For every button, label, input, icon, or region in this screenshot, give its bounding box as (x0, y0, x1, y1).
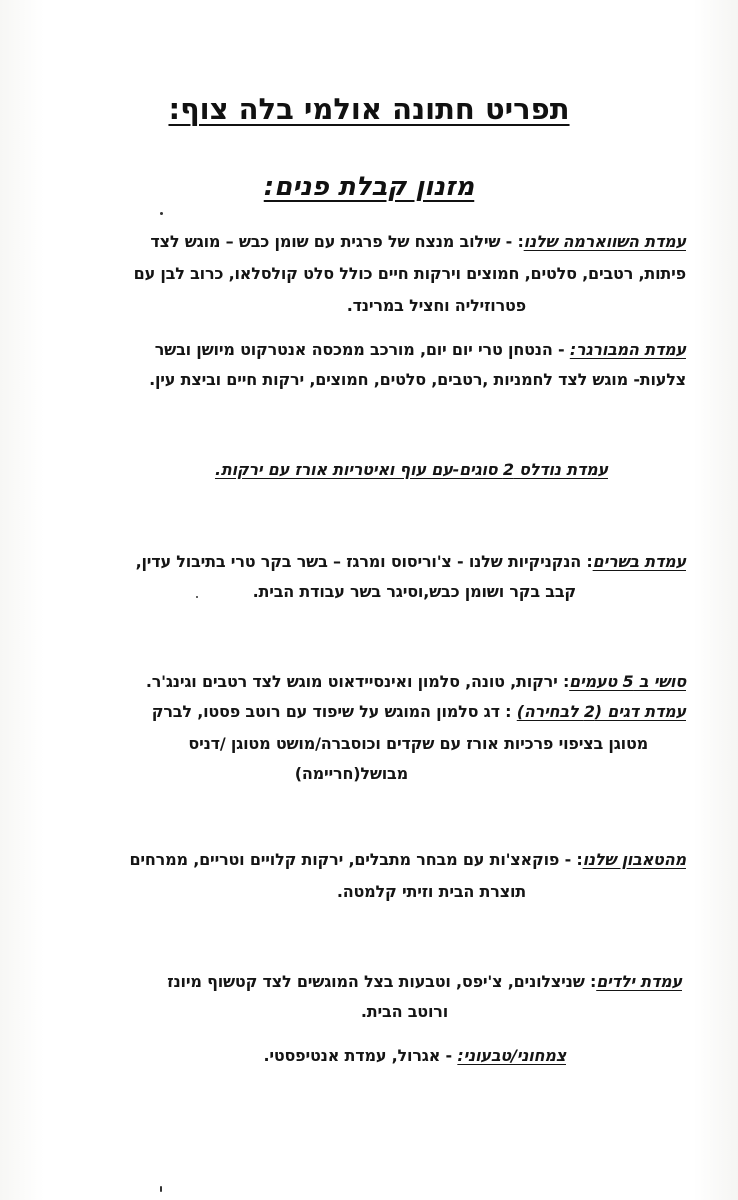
sushi-text-1: : ירקות, טונה, סלמון ואינסיידאוט מוגש לצד רטבים וגינג'ר. (145, 672, 570, 691)
fish-line-2: מטוגן בציפוי פרכיות אורז עם שקדים וכוסברה/מושט מטוגן /דניס (188, 734, 648, 753)
vegan-line (263, 1046, 566, 1065)
burger-text-1: - הנטחן טרי יום יום, מורכב ממכסה אנטרקוט מיושן ובשר (154, 340, 570, 359)
scan-speck (160, 1186, 162, 1192)
noodles-line (215, 460, 608, 479)
meats-line-1 (136, 552, 686, 571)
menu-title: תפריט חתונה אולמי בלה צוף: (168, 92, 570, 126)
burger-line-2: צלעות- מוגש לצד לחמניות ,רטבים, סלטים, חמוצים, ירקות חיים וביצת עין. (149, 370, 686, 389)
sushi-line (146, 672, 686, 691)
noodles-label: עמדת נודלס 2 סוגים-עם עוף ואיטריות אורז עם ירקות. (214, 460, 608, 479)
meats-label: עמדת בשרים (592, 552, 686, 571)
fish-text-1: : דג סלמון המוגש על שיפוד עם רוטב פסטו, לברק (151, 702, 517, 721)
vegan-label: צמחוני/טבעוני: (457, 1046, 566, 1065)
tabun-line-2: תוצרת הבית וזיתי קלמטה. (336, 882, 526, 901)
shawarma-label: עמדת השווארמה שלנו (523, 232, 686, 251)
scan-speck (196, 596, 198, 598)
burger-line-1 (155, 340, 686, 359)
kids-line-1 (167, 972, 682, 991)
shawarma-line-2: פיתות, רטבים, סלטים, חמוצים וירקות חיים כולל סלט קולסלאו, כרוב לבן עם (133, 264, 686, 283)
sushi-label: סושי ב 5 טעמים (569, 672, 686, 691)
kids-label: עמדת ילדים (596, 972, 682, 991)
fish-line-1 (152, 702, 686, 721)
shawarma-line-1 (150, 232, 686, 251)
reception-buffet-heading: מזנון קבלת פנים: (263, 172, 475, 202)
vegan-text-1: - אגרול, עמדת אנטיפסטי. (263, 1046, 458, 1065)
meats-text-1: : הנקניקיות שלנו - צ'וריסוס ומרגז – בשר בקר טרי בתיבול עדין, (135, 552, 593, 571)
fish-line-3: מבושל(חריימה) (294, 764, 408, 783)
tabun-line-1 (129, 850, 686, 869)
scan-speck (160, 212, 163, 215)
burger-label: עמדת המבורגר: (569, 340, 686, 359)
kids-line-2: ורוטב הבית. (360, 1002, 448, 1021)
kids-text-1: : שניצלונים, צ'יפס, וטבעות בצל המוגשים לצד קטשוף מיונז (167, 972, 597, 991)
shawarma-text-1: : - שילוב מנצח של פרגית עם שומן כבש – מוגש לצד (150, 232, 524, 251)
fish-label: עמדת דגים (2 לבחירה) (516, 702, 686, 721)
tabun-label: מהטאבון שלנו (582, 850, 686, 869)
shawarma-line-3: פטרוזיליה וחציל במרינד. (346, 296, 526, 315)
tabun-text-1: : - פוקאצ'ות עם מבחר מתבלים, ירקות קלויים וטריים, ממרחים (129, 850, 583, 869)
meats-line-2: קבב בקר ושומן כבש,וסיגר בשר עבודת הבית. (252, 582, 576, 601)
